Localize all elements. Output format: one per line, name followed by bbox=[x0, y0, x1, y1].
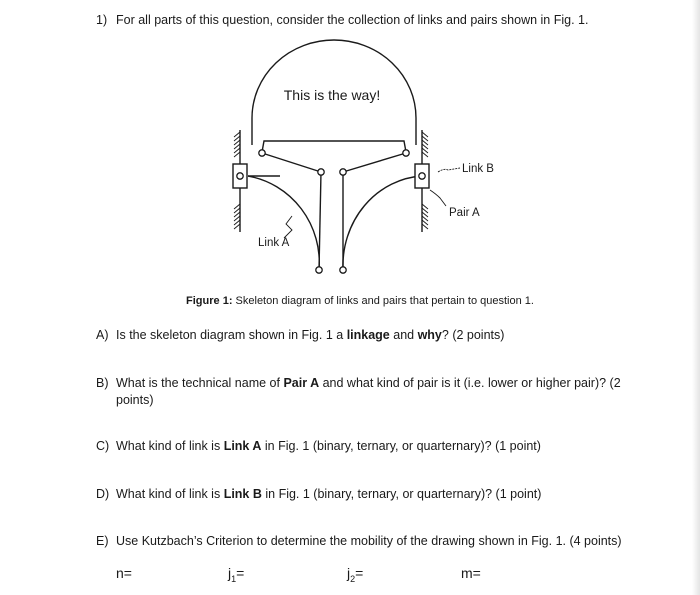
part-text: What kind of link is bbox=[116, 487, 224, 501]
part-bold: Pair A bbox=[283, 376, 320, 390]
visor-link-right bbox=[343, 153, 406, 172]
var-j2-eq: = bbox=[355, 565, 364, 581]
part-text: What is the technical name of bbox=[116, 376, 284, 390]
part-c bbox=[96, 438, 636, 455]
link-a-leader bbox=[284, 216, 292, 238]
caption-text: Skeleton diagram of links and pairs that pertain to question 1. bbox=[232, 295, 534, 307]
part-letter: A) bbox=[96, 328, 109, 342]
part-text: in Fig. 1 (binary, ternary, or quarternary)? (1 point) bbox=[261, 487, 542, 501]
pair-a-leader bbox=[430, 190, 446, 206]
label-link-b: Link B bbox=[462, 163, 494, 175]
part-a bbox=[96, 327, 636, 344]
part-text: and bbox=[389, 328, 418, 342]
var-m: m= bbox=[461, 565, 481, 581]
part-text: and what kind of pair is it (i.e. lower or higher pair)? (2 points) bbox=[116, 376, 621, 407]
label-pair-a: Pair A bbox=[449, 207, 480, 219]
link-a-curve bbox=[248, 176, 319, 270]
part-letter: B) bbox=[96, 376, 109, 390]
part-d bbox=[96, 486, 636, 503]
pin-visor-right bbox=[403, 150, 409, 156]
pin-center-right-top bbox=[340, 169, 346, 175]
pin-visor-left bbox=[259, 150, 265, 156]
question-text: For all parts of this question, consider the collection of links and pairs shown in Fig. 1. bbox=[116, 13, 589, 27]
var-j2-base: j bbox=[347, 565, 351, 581]
question-number: 1) bbox=[96, 13, 108, 27]
helmet-text: This is the way! bbox=[283, 87, 381, 103]
label-link-a: Link A bbox=[258, 237, 290, 249]
visor-link-left bbox=[262, 153, 321, 172]
pin-center-left-bottom bbox=[316, 267, 322, 273]
part-bold: Link B bbox=[223, 487, 262, 501]
link-b-curve bbox=[343, 176, 422, 270]
part-bold: why bbox=[417, 328, 442, 342]
part-text: Is the skeleton diagram shown in Fig. 1 a bbox=[116, 328, 347, 342]
part-bold: linkage bbox=[346, 328, 390, 342]
pin-center-right-bottom bbox=[340, 267, 346, 273]
var-n: n= bbox=[116, 565, 132, 581]
pin-center-left-top bbox=[318, 169, 324, 175]
visor-bar bbox=[262, 141, 406, 152]
part-b bbox=[96, 375, 636, 409]
part-text: ? (2 points) bbox=[441, 328, 505, 342]
part-text: Use Kutzbach’s Criterion to determine the mobility of the drawing shown in Fig. 1. (4 points) bbox=[116, 534, 622, 548]
part-letter: E) bbox=[96, 534, 109, 548]
part-text: What kind of link is bbox=[116, 439, 224, 453]
var-j1-base: j bbox=[228, 565, 232, 581]
var-j1-eq: = bbox=[236, 565, 245, 581]
part-bold: Link A bbox=[223, 439, 262, 453]
part-letter: D) bbox=[96, 487, 110, 501]
link-b-leader bbox=[438, 168, 460, 172]
part-text: in Fig. 1 (binary, ternary, or quarternary)? (1 point) bbox=[261, 439, 541, 453]
var-j2 bbox=[347, 565, 363, 584]
pin-left-slider bbox=[237, 173, 243, 179]
pin-right-slider bbox=[419, 173, 425, 179]
var-j1-sub: 1 bbox=[231, 573, 237, 584]
caption-label: Figure 1: bbox=[186, 295, 233, 307]
figure-caption bbox=[0, 295, 700, 307]
var-j1 bbox=[228, 565, 244, 584]
var-j2-sub: 2 bbox=[350, 573, 356, 584]
part-letter: C) bbox=[96, 439, 110, 453]
part-e bbox=[96, 533, 636, 550]
skeleton-diagram bbox=[0, 0, 700, 290]
